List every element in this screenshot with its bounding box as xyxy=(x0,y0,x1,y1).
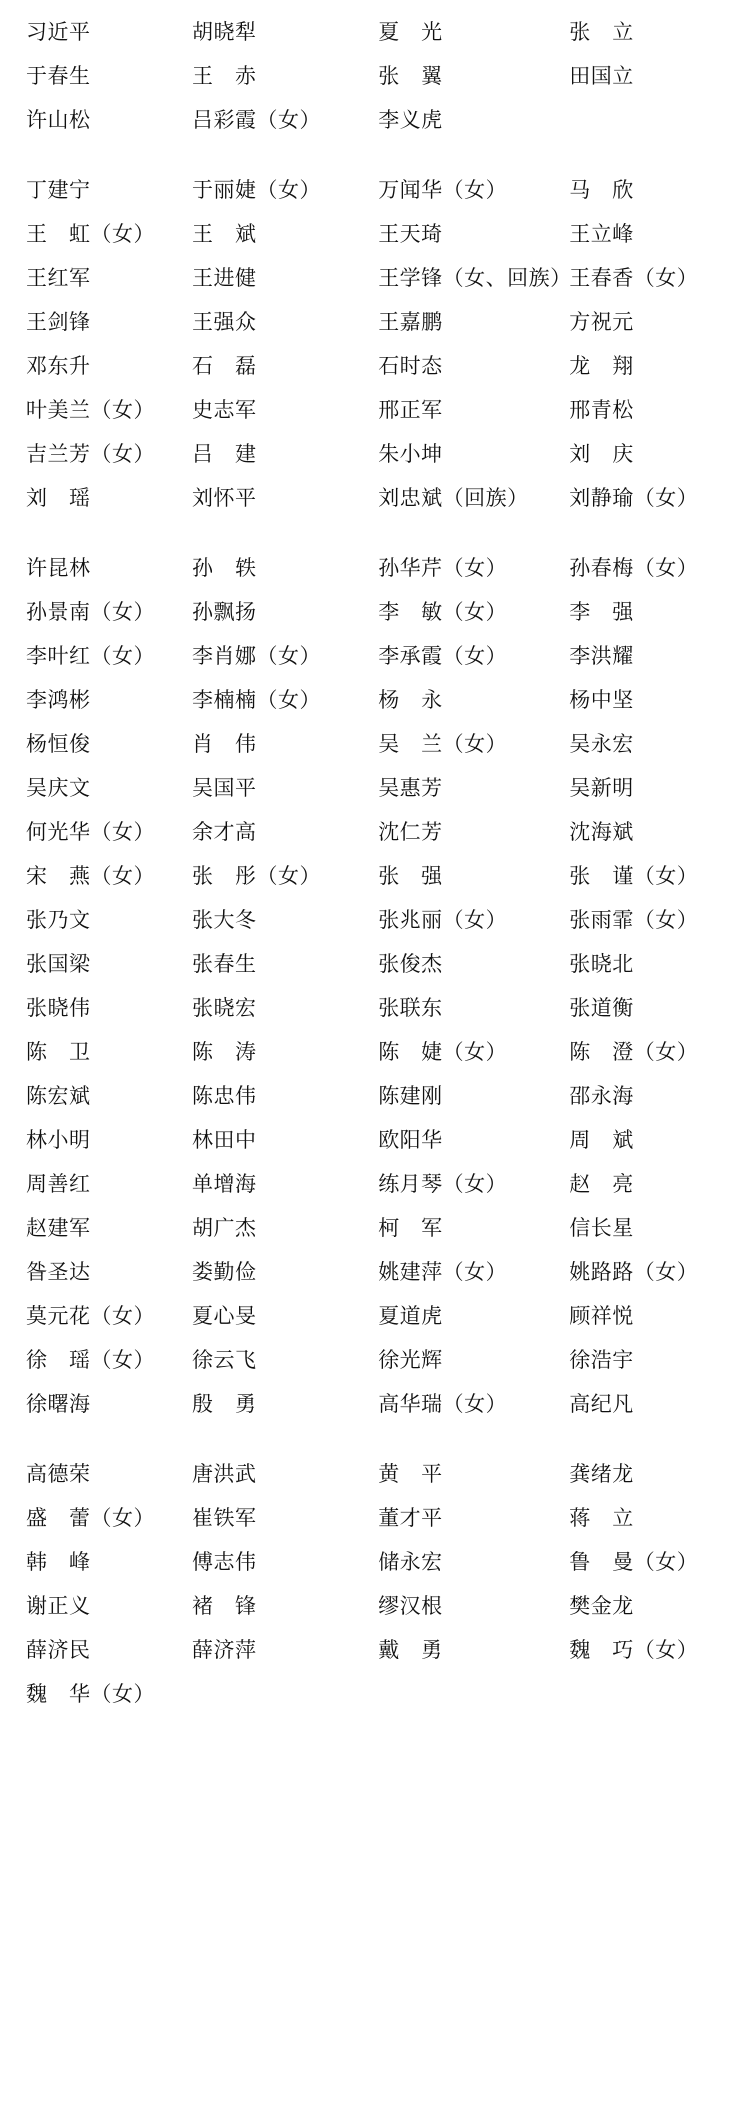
name-cell: 董才平 xyxy=(378,1506,443,1530)
name-cell: 盛 蕾（女） xyxy=(26,1506,155,1530)
name-cell: 王天琦 xyxy=(378,222,443,246)
table-row xyxy=(18,766,732,810)
table-row xyxy=(18,344,732,388)
table-row xyxy=(18,256,732,300)
name-cell: 陈宏斌 xyxy=(26,1084,91,1108)
table-row xyxy=(18,388,732,432)
name-cell xyxy=(561,1672,732,1716)
name-cell: 邓东升 xyxy=(26,354,91,378)
name-cell: 李肖娜（女） xyxy=(191,644,321,668)
name-cell: 魏 华（女） xyxy=(26,1682,155,1706)
table-row xyxy=(18,1452,732,1496)
name-cell: 徐 瑶（女） xyxy=(26,1348,155,1372)
name-cell: 张 谨（女） xyxy=(569,864,699,888)
name-cell: 陈 澄（女） xyxy=(569,1040,699,1064)
name-cell: 张晓伟 xyxy=(26,996,91,1020)
name-cell xyxy=(368,1672,561,1716)
name-cell: 徐浩宇 xyxy=(569,1348,634,1372)
table-row xyxy=(18,1338,732,1382)
name-cell: 王 斌 xyxy=(191,222,257,246)
name-cell: 昝圣达 xyxy=(26,1260,91,1284)
table-row xyxy=(18,10,732,54)
name-cell: 张春生 xyxy=(191,952,257,976)
name-cell: 徐云飞 xyxy=(191,1348,257,1372)
name-cell: 万闻华（女） xyxy=(378,178,508,202)
name-cell: 单增海 xyxy=(191,1172,257,1196)
name-cell: 沈海斌 xyxy=(569,820,634,844)
name-cell: 高德荣 xyxy=(26,1462,91,1486)
name-cell: 林小明 xyxy=(26,1128,91,1152)
name-cell: 孙春梅（女） xyxy=(569,556,699,580)
name-cell: 张道衡 xyxy=(569,996,634,1020)
name-cell: 陈 卫 xyxy=(26,1040,91,1064)
name-cell: 娄勤俭 xyxy=(191,1260,257,1284)
name-cell: 张俊杰 xyxy=(378,952,443,976)
table-row xyxy=(18,212,732,256)
table-row xyxy=(18,98,732,142)
name-cell: 邢青松 xyxy=(569,398,634,422)
table-row xyxy=(18,1118,732,1162)
table-row xyxy=(18,1030,732,1074)
name-cell: 黄 平 xyxy=(378,1462,443,1486)
name-cell: 李 敏（女） xyxy=(378,600,508,624)
name-cell: 信长星 xyxy=(569,1216,634,1240)
name-cell: 张雨霏（女） xyxy=(569,908,699,932)
name-cell: 姚建萍（女） xyxy=(378,1260,508,1284)
name-cell: 顾祥悦 xyxy=(569,1304,634,1328)
table-row xyxy=(18,1672,732,1716)
name-cell: 刘 瑶 xyxy=(26,486,91,510)
name-cell: 李义虎 xyxy=(378,108,443,132)
name-cell: 张国梁 xyxy=(26,952,91,976)
name-cell: 许昆林 xyxy=(26,556,91,580)
name-cell: 孙景南（女） xyxy=(26,600,155,624)
name-cell: 王春香（女） xyxy=(569,266,699,290)
name-cell: 张 彤（女） xyxy=(191,864,321,888)
name-cell: 王立峰 xyxy=(569,222,634,246)
name-cell: 吴新明 xyxy=(569,776,634,800)
name-cell: 鲁 曼（女） xyxy=(569,1550,699,1574)
table-row xyxy=(18,1496,732,1540)
name-cell: 魏 巧（女） xyxy=(569,1638,699,1662)
name-cell: 吴 兰（女） xyxy=(378,732,508,756)
name-cell: 刘 庆 xyxy=(569,442,634,466)
name-cell: 于丽婕（女） xyxy=(191,178,321,202)
name-cell: 石 磊 xyxy=(191,354,257,378)
name-cell: 余才高 xyxy=(191,820,257,844)
table-row xyxy=(18,634,732,678)
name-cell: 高纪凡 xyxy=(569,1392,634,1416)
name-cell: 吕彩霞（女） xyxy=(191,108,321,132)
name-cell: 陈 婕（女） xyxy=(378,1040,508,1064)
name-cell: 樊金龙 xyxy=(569,1594,634,1618)
name-list-body xyxy=(18,10,732,1716)
table-row xyxy=(18,810,732,854)
table-row xyxy=(18,168,732,212)
name-cell: 刘忠斌（回族） xyxy=(378,486,529,510)
name-cell: 王剑锋 xyxy=(26,310,91,334)
name-cell: 张晓北 xyxy=(569,952,634,976)
name-cell: 缪汉根 xyxy=(378,1594,443,1618)
name-cell: 杨恒俊 xyxy=(26,732,91,756)
name-cell: 石时态 xyxy=(378,354,443,378)
name-cell: 王进健 xyxy=(191,266,257,290)
table-row xyxy=(18,1382,732,1426)
name-cell: 谢正义 xyxy=(26,1594,91,1618)
name-cell: 李楠楠（女） xyxy=(191,688,321,712)
name-cell: 储永宏 xyxy=(378,1550,443,1574)
name-cell: 龙 翔 xyxy=(569,354,634,378)
name-cell: 高华瑞（女） xyxy=(378,1392,508,1416)
table-row xyxy=(18,986,732,1030)
name-cell: 林田中 xyxy=(191,1128,257,1152)
name-cell: 王 赤 xyxy=(191,64,257,88)
name-cell: 李 强 xyxy=(569,600,634,624)
name-cell: 朱小坤 xyxy=(378,442,443,466)
name-cell: 吴庆文 xyxy=(26,776,91,800)
name-cell: 莫元花（女） xyxy=(26,1304,155,1328)
name-cell: 欧阳华 xyxy=(378,1128,443,1152)
name-cell: 陈建刚 xyxy=(378,1084,443,1108)
name-cell: 吴国平 xyxy=(191,776,257,800)
name-cell: 叶美兰（女） xyxy=(26,398,155,422)
name-cell: 王学锋（女、回族） xyxy=(378,266,572,290)
name-cell: 吉兰芳（女） xyxy=(26,442,155,466)
name-cell: 方祝元 xyxy=(569,310,634,334)
name-cell: 杨 永 xyxy=(378,688,443,712)
name-cell: 张晓宏 xyxy=(191,996,257,1020)
name-cell: 许山松 xyxy=(26,108,91,132)
table-row xyxy=(18,722,732,766)
table-row xyxy=(18,300,732,344)
name-cell: 周善红 xyxy=(26,1172,91,1196)
name-cell: 邵永海 xyxy=(569,1084,634,1108)
name-cell: 徐光辉 xyxy=(378,1348,443,1372)
table-row xyxy=(18,854,732,898)
name-cell: 夏 光 xyxy=(378,20,443,44)
name-cell: 赵建军 xyxy=(26,1216,91,1240)
name-cell: 张大冬 xyxy=(191,908,257,932)
name-cell: 王嘉鹏 xyxy=(378,310,443,334)
name-cell: 姚路路（女） xyxy=(569,1260,699,1284)
name-cell: 吴惠芳 xyxy=(378,776,443,800)
table-row xyxy=(18,1584,732,1628)
name-cell: 韩 峰 xyxy=(26,1550,91,1574)
name-cell: 胡广杰 xyxy=(191,1216,257,1240)
name-cell: 刘怀平 xyxy=(191,486,257,510)
name-cell: 龚绪龙 xyxy=(569,1462,634,1486)
name-cell: 周 斌 xyxy=(569,1128,634,1152)
name-cell: 张兆丽（女） xyxy=(378,908,508,932)
block-separator xyxy=(18,142,732,168)
name-cell: 李叶红（女） xyxy=(26,644,155,668)
name-cell: 唐洪武 xyxy=(191,1462,257,1486)
name-cell: 陈 涛 xyxy=(191,1040,257,1064)
name-cell: 蒋 立 xyxy=(569,1506,634,1530)
name-cell: 孙 轶 xyxy=(191,556,257,580)
name-cell: 李鸿彬 xyxy=(26,688,91,712)
table-row xyxy=(18,1628,732,1672)
name-cell: 习近平 xyxy=(26,20,91,44)
name-cell: 何光华（女） xyxy=(26,820,155,844)
table-row xyxy=(18,54,732,98)
name-cell: 孙华芹（女） xyxy=(378,556,508,580)
name-cell: 练月琴（女） xyxy=(378,1172,508,1196)
table-row xyxy=(18,1540,732,1584)
name-cell: 于春生 xyxy=(26,64,91,88)
name-cell: 吕 建 xyxy=(191,442,257,466)
name-cell: 夏道虎 xyxy=(378,1304,443,1328)
table-row xyxy=(18,1250,732,1294)
name-list-table xyxy=(18,10,732,1716)
name-cell: 柯 军 xyxy=(378,1216,443,1240)
table-row xyxy=(18,1162,732,1206)
name-cell: 马 欣 xyxy=(569,178,634,202)
name-cell: 戴 勇 xyxy=(378,1638,443,1662)
table-row xyxy=(18,898,732,942)
name-cell: 邢正军 xyxy=(378,398,443,422)
name-cell: 王红军 xyxy=(26,266,91,290)
table-row xyxy=(18,942,732,986)
table-row xyxy=(18,476,732,520)
block-separator xyxy=(18,520,732,546)
name-cell: 王强众 xyxy=(191,310,257,334)
table-row xyxy=(18,1074,732,1118)
name-cell: 张 立 xyxy=(569,20,634,44)
name-cell: 吴永宏 xyxy=(569,732,634,756)
name-cell: 薛济民 xyxy=(26,1638,91,1662)
name-cell: 殷 勇 xyxy=(191,1392,257,1416)
name-cell: 薛济萍 xyxy=(191,1638,257,1662)
name-cell: 胡晓犁 xyxy=(191,20,257,44)
table-row xyxy=(18,590,732,634)
name-cell: 王 虹（女） xyxy=(26,222,155,246)
name-cell: 陈忠伟 xyxy=(191,1084,257,1108)
name-cell: 丁建宁 xyxy=(26,178,91,202)
table-row xyxy=(18,678,732,722)
name-cell: 崔铁军 xyxy=(191,1506,257,1530)
name-cell: 赵 亮 xyxy=(569,1172,634,1196)
name-cell: 张乃文 xyxy=(26,908,91,932)
name-cell: 沈仁芳 xyxy=(378,820,443,844)
name-cell: 杨中坚 xyxy=(569,688,634,712)
table-row xyxy=(18,546,732,590)
name-cell: 李承霞（女） xyxy=(378,644,508,668)
name-cell: 夏心旻 xyxy=(191,1304,257,1328)
name-cell: 徐曙海 xyxy=(26,1392,91,1416)
block-separator xyxy=(18,1426,732,1452)
table-row xyxy=(18,432,732,476)
name-cell: 褚 锋 xyxy=(191,1594,257,1618)
name-cell: 傅志伟 xyxy=(191,1550,257,1574)
name-cell xyxy=(561,98,732,142)
table-row xyxy=(18,1294,732,1338)
name-cell: 李洪耀 xyxy=(569,644,634,668)
name-cell: 史志军 xyxy=(191,398,257,422)
name-cell: 张联东 xyxy=(378,996,443,1020)
name-cell: 孙飘扬 xyxy=(191,600,257,624)
name-cell: 宋 燕（女） xyxy=(26,864,155,888)
name-cell: 刘静瑜（女） xyxy=(569,486,699,510)
name-cell: 肖 伟 xyxy=(191,732,257,756)
name-cell: 田国立 xyxy=(569,64,634,88)
table-row xyxy=(18,1206,732,1250)
name-cell: 张 强 xyxy=(378,864,443,888)
name-cell xyxy=(182,1672,368,1716)
name-cell: 张 翼 xyxy=(378,64,443,88)
